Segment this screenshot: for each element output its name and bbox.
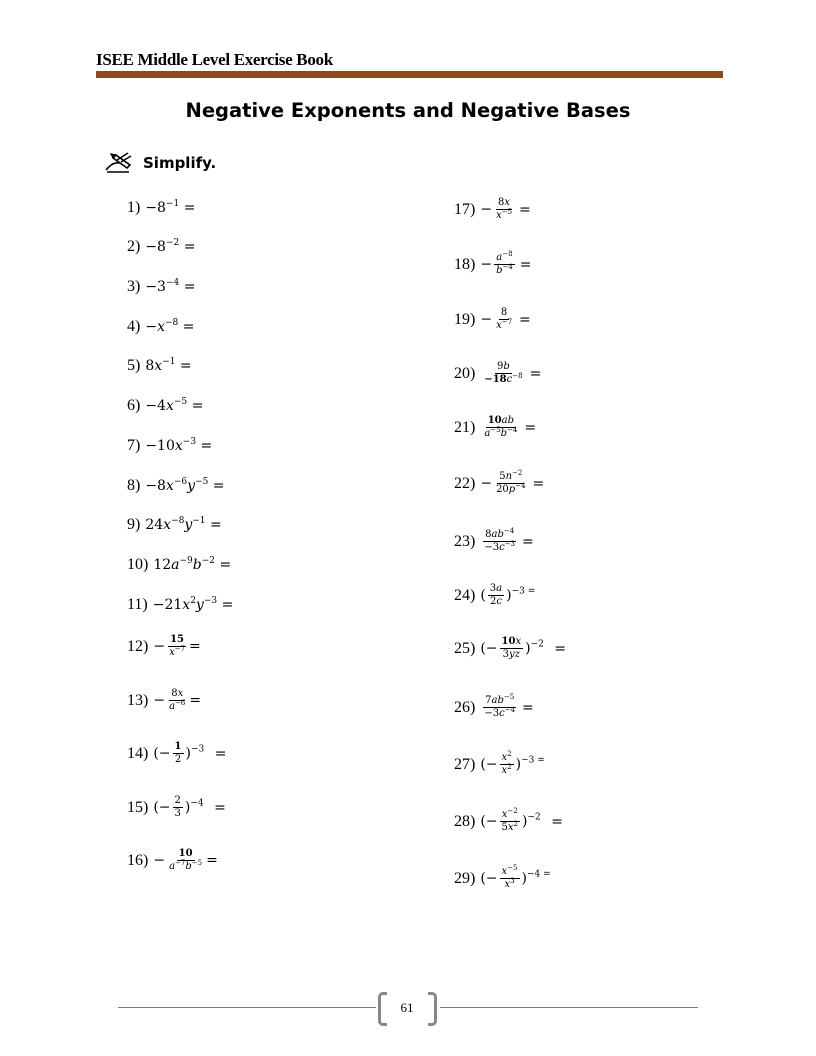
expression: (− $\frac{1}{2}$ )$^{-3}$ = <box>153 741 227 765</box>
expression: (− $\frac{x^{-2}}{5x^2}$ )$^{-2}$ = <box>480 807 563 833</box>
expression: (− $\frac{10x}{3yz}$ )$^{-2}$ = <box>480 636 567 660</box>
footer-bracket-left <box>378 992 387 1026</box>
problem-number: 1) <box>127 199 141 216</box>
expression: − $\frac{8x}{a^{-6}}$ = <box>153 688 202 712</box>
problem-number: 23) <box>454 532 476 550</box>
problem-20 <box>454 361 544 386</box>
problem-number: 15) <box>127 798 149 816</box>
expression: $-3^{-4}$ = <box>145 278 196 295</box>
expression: − $\frac{8x}{x^{-5}}$ = <box>480 197 531 221</box>
problem-4 <box>127 318 194 336</box>
expression: − $\frac{10}{a^{-7}b^{-5}}$ = <box>153 848 218 872</box>
header-rule <box>96 71 723 78</box>
problem-number: 14) <box>127 744 149 762</box>
problem-number: 11) <box>127 596 148 613</box>
expression: $-x^{-8}$ = <box>145 318 195 335</box>
problem-number: 8) <box>127 477 141 494</box>
problem-17 <box>454 197 534 222</box>
footer-bracket-right <box>428 992 437 1026</box>
problem-24 <box>454 583 535 608</box>
problem-number: 18) <box>454 255 476 273</box>
problem-number: 27) <box>454 755 476 773</box>
problem-number: 22) <box>454 474 476 492</box>
problem-number: 4) <box>127 318 141 335</box>
problem-number: 28) <box>454 812 476 830</box>
expression: $\frac{8ab^{-4}}{-3c^{-3}}$ = <box>484 527 534 553</box>
problem-14 <box>127 741 226 766</box>
problem-8 <box>127 477 225 495</box>
problem-13 <box>127 688 201 713</box>
problem-2 <box>127 238 195 256</box>
problem-21 <box>454 415 539 440</box>
expression: − $\frac{8}{x^{-7}}$ = <box>480 307 531 331</box>
problem-number: 19) <box>454 310 476 328</box>
problem-number: 26) <box>454 698 476 716</box>
problem-10 <box>127 556 231 574</box>
expression: $\frac{10ab}{a^{-5}b^{-4}}$ = <box>484 415 537 439</box>
expression: $\frac{9b}{-18c^{-8}}$ = <box>484 361 542 385</box>
expression: (− $\frac{x^2}{x^2}$ )$^{-3 =}$ <box>480 750 545 776</box>
problem-number: 12) <box>127 637 149 655</box>
problem-number: 17) <box>454 200 476 218</box>
problem-15 <box>127 795 226 820</box>
problem-5 <box>127 357 192 375</box>
problem-number: 2) <box>127 238 141 255</box>
problem-3 <box>127 278 195 296</box>
problem-number: 21) <box>454 418 476 436</box>
problem-9 <box>127 516 222 534</box>
expression: $24x^{-8}y^{-1}$ = <box>145 516 222 533</box>
problem-16 <box>127 848 218 873</box>
problem-22 <box>454 471 547 496</box>
footer-rule-right <box>440 1007 698 1008</box>
pencil-writing-icon <box>103 150 135 174</box>
problem-29 <box>454 866 551 891</box>
problem-number: 10) <box>127 556 149 573</box>
problem-25 <box>454 636 566 661</box>
expression: $-8^{-1}$ = <box>145 199 196 216</box>
problem-23 <box>454 529 537 554</box>
problem-number: 3) <box>127 278 141 295</box>
expression: − $\frac{a^{-8}}{b^{-4}}$ = <box>480 250 532 276</box>
problem-1 <box>127 199 195 217</box>
problem-7 <box>127 437 212 455</box>
expression: $-4x^{-5}$ = <box>145 397 204 414</box>
expression: $8x^{-1}$ = <box>145 357 192 374</box>
page-title: Negative Exponents and Negative Bases <box>185 99 631 122</box>
problem-number: 6) <box>127 397 141 414</box>
expression: (− $\frac{2}{3}$ )$^{-4}$ = <box>153 795 226 819</box>
expression: ( $\frac{3a}{2c}$ )$^{-3 =}$ <box>480 583 536 607</box>
problem-number: 7) <box>127 437 141 454</box>
footer-rule-left <box>118 1007 376 1008</box>
problem-number: 29) <box>454 869 476 887</box>
expression: $-10x^{-3}$ = <box>145 437 213 454</box>
expression: $12a^{-9}b^{-2}$ = <box>153 556 232 573</box>
problem-18 <box>454 252 535 277</box>
problem-number: 20) <box>454 364 476 382</box>
problem-12 <box>127 634 201 659</box>
problem-number: 13) <box>127 691 149 709</box>
expression: $\frac{7ab^{-5}}{-3c^{-4}}$ = <box>484 693 534 719</box>
problem-number: 9) <box>127 516 141 533</box>
problem-27 <box>454 752 545 777</box>
expression: − $\frac{5n^{-2}}{20p^{-4}}$ = <box>480 469 545 495</box>
problem-11 <box>127 596 233 614</box>
problem-number: 25) <box>454 639 476 657</box>
problem-number: 16) <box>127 851 149 869</box>
book-title: ISEE Middle Level Exercise Book <box>96 50 333 69</box>
instruction: Simplify. <box>143 154 217 172</box>
expression: $-21x^2y^{-3}$ = <box>152 596 234 613</box>
problem-number: 24) <box>454 586 476 604</box>
expression: $-8^{-2}$ = <box>145 238 196 255</box>
expression: (− $\frac{x^{-5}}{x^3}$ )$^{-4 =}$ <box>480 864 551 890</box>
page-number: 61 <box>400 1000 414 1015</box>
problem-6 <box>127 397 203 415</box>
problem-19 <box>454 307 534 332</box>
problem-number: 5) <box>127 357 141 374</box>
expression: $-8x^{-6}y^{-5}$ = <box>145 477 225 494</box>
problem-26 <box>454 695 537 720</box>
expression: − $\frac{15}{x^{-7}}$ = <box>153 634 201 658</box>
problem-28 <box>454 809 563 834</box>
